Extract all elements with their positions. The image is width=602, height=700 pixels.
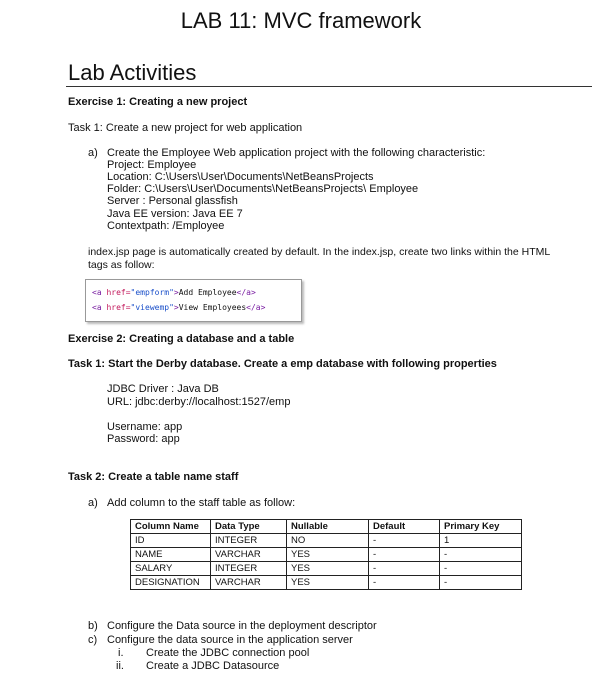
code-tag: </a> <box>236 288 256 297</box>
code-value: "viewemp" <box>130 303 174 312</box>
code-tag: <a <box>92 288 107 297</box>
table-row <box>131 576 522 590</box>
code-tag: > <box>173 303 179 312</box>
table-header-row <box>131 520 522 534</box>
url-line: URL: jdbc:derby://localhost:1527/emp <box>107 396 291 408</box>
code-tag: > <box>173 288 179 297</box>
javaee-line: Java EE version: Java EE 7 <box>107 208 243 220</box>
table-row <box>131 562 522 576</box>
table-cell: - <box>440 562 522 576</box>
table-cell: - <box>369 548 440 562</box>
table-cell: INTEGER <box>211 534 287 548</box>
code-tag: <a <box>92 303 107 312</box>
table-cell: DESIGNATION <box>131 576 211 590</box>
sublist-item: Create the JDBC connection pool <box>146 647 310 659</box>
code-line <box>92 303 265 312</box>
table-cell: INTEGER <box>211 562 287 576</box>
page-title: LAB 11: MVC framework <box>180 8 422 33</box>
column-header: Column Name <box>131 520 211 534</box>
heading-divider <box>66 86 592 87</box>
table-cell: ID <box>131 534 211 548</box>
index-note-cont: tags as follow: <box>88 259 155 271</box>
column-header: Default <box>369 520 440 534</box>
list-item: Configure the Data source in the deployment descriptor <box>107 620 377 632</box>
table-cell: - <box>369 534 440 548</box>
staff-table <box>130 519 522 590</box>
table-cell: YES <box>287 548 369 562</box>
code-attr: href= <box>106 303 131 312</box>
code-text: View Employees <box>178 303 247 312</box>
exercise2-heading: Exercise 2: Creating a database and a table <box>68 333 295 345</box>
table-cell: NAME <box>131 548 211 562</box>
section-heading: Lab Activities <box>68 60 197 85</box>
list-marker: c) <box>88 634 98 646</box>
index-note: index.jsp page is automatically created by default. In the index.jsp, create two links within the HTML <box>88 246 551 258</box>
list-item: Add column to the staff table as follow: <box>107 497 296 509</box>
project-line: Project: Employee <box>107 159 197 171</box>
table-cell: NO <box>287 534 369 548</box>
list-marker: a) <box>88 147 98 159</box>
column-header: Data Type <box>211 520 287 534</box>
username-line: Username: app <box>107 421 183 433</box>
exercise2-task2: Task 2: Create a table name staff <box>68 471 239 483</box>
column-header: Nullable <box>287 520 369 534</box>
list-item: Create the Employee Web application project with the following characteristic: <box>107 147 486 159</box>
table-cell: YES <box>287 576 369 590</box>
table-cell: - <box>369 576 440 590</box>
table-cell: VARCHAR <box>211 548 287 562</box>
table-cell: VARCHAR <box>211 576 287 590</box>
location-line: Location: C:\Users\User\Documents\NetBeansProjects <box>107 171 374 183</box>
sublist-item: Create a JDBC Datasource <box>146 660 280 672</box>
table-cell: - <box>369 562 440 576</box>
sublist-marker: i. <box>118 647 124 659</box>
table-cell: SALARY <box>131 562 211 576</box>
table-cell: - <box>440 548 522 562</box>
jdbc-driver-line: JDBC Driver : Java DB <box>107 383 219 395</box>
code-tag: </a> <box>246 303 266 312</box>
table-cell: 1 <box>440 534 522 548</box>
list-marker: b) <box>88 620 98 632</box>
password-line: Password: app <box>107 433 180 445</box>
code-text: Add Employee <box>178 288 237 297</box>
table-row <box>131 548 522 562</box>
code-attr: href= <box>106 288 131 297</box>
server-line: Server : Personal glassfish <box>107 195 238 207</box>
code-snippet <box>85 279 302 322</box>
sublist-marker: ii. <box>116 660 124 672</box>
contextpath-line: Contextpath: /Employee <box>107 220 225 232</box>
column-header: Primary Key <box>440 520 522 534</box>
exercise2-task1: Task 1: Start the Derby database. Create a emp database with following properties <box>68 358 497 370</box>
list-item: Configure the data source in the application server <box>107 634 353 646</box>
code-value: "empform" <box>130 288 174 297</box>
table-row <box>131 534 522 548</box>
folder-line: Folder: C:\Users\User\Documents\NetBeansProjects\ Employee <box>107 183 419 195</box>
table-cell: - <box>440 576 522 590</box>
code-line <box>92 288 256 297</box>
list-marker: a) <box>88 497 98 509</box>
table-cell: YES <box>287 562 369 576</box>
exercise1-task1: Task 1: Create a new project for web application <box>68 122 303 134</box>
exercise1-heading: Exercise 1: Creating a new project <box>68 96 248 108</box>
